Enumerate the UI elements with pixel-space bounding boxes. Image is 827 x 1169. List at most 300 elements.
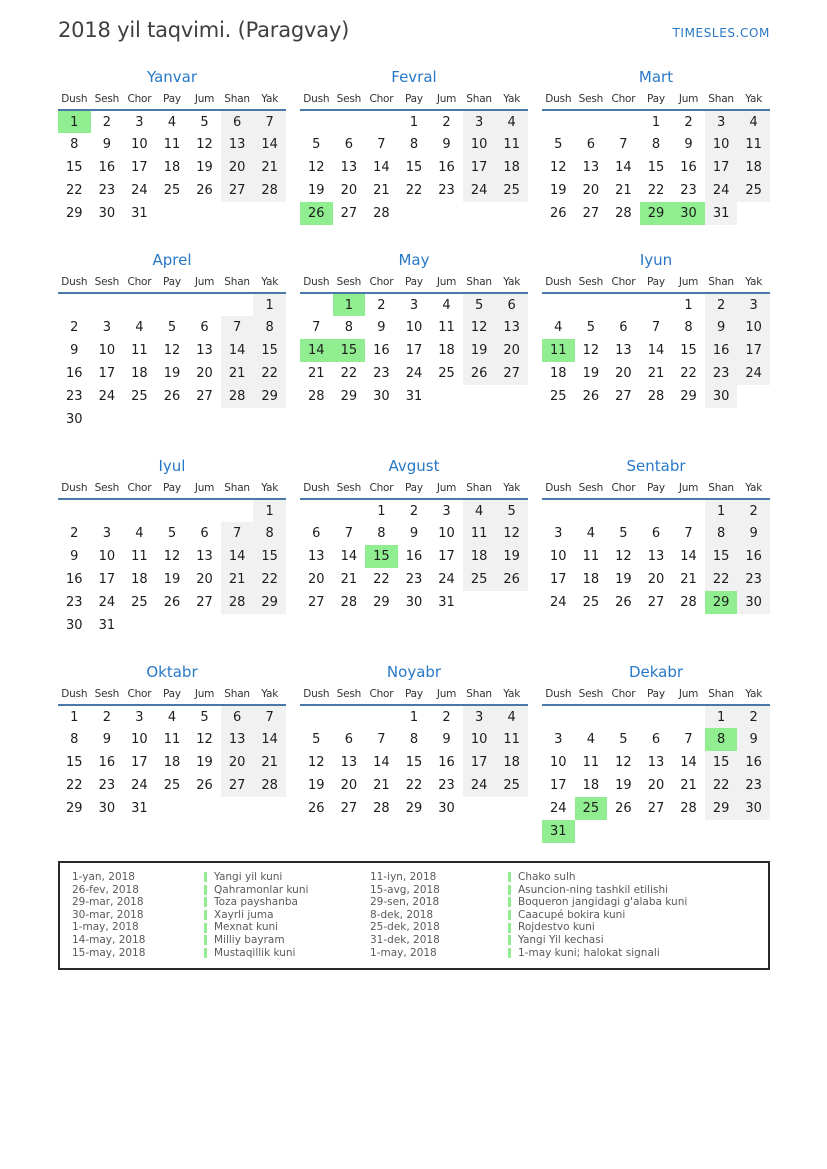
- weekday-header: Jum: [436, 688, 457, 700]
- weekday-header: Yak: [745, 482, 763, 494]
- day-cell-empty: [495, 202, 528, 225]
- day-cell: 22: [705, 568, 738, 591]
- day-cell: 31: [542, 820, 575, 843]
- day-cell-empty: [253, 202, 286, 225]
- holiday-marker-icon: [508, 885, 511, 895]
- day-cell: 10: [405, 320, 423, 335]
- day-cell-empty: [672, 499, 705, 522]
- day-cell: 25: [131, 389, 148, 404]
- day-cell-empty: [300, 293, 333, 316]
- page-title: 2018 yil taqvimi. (Paragvay): [58, 18, 350, 42]
- day-cell: 4: [495, 705, 528, 728]
- month-oktabr: [58, 663, 286, 843]
- day-cell: 8: [651, 137, 661, 152]
- day-cell: 18: [495, 156, 528, 179]
- day-cell: 22: [253, 362, 286, 385]
- day-cell-empty: [575, 820, 608, 843]
- month-table: [300, 91, 528, 225]
- day-cell: 14: [647, 343, 665, 358]
- day-cell: 13: [615, 343, 632, 358]
- week-row: [58, 614, 286, 637]
- weekday-header: Yak: [503, 688, 521, 700]
- day-cell: 15: [253, 545, 286, 568]
- month-table: [300, 686, 528, 820]
- day-cell: 22: [405, 183, 423, 198]
- day-cell: 15: [365, 545, 398, 568]
- day-cell: 27: [582, 206, 600, 221]
- day-cell: 18: [550, 366, 567, 381]
- day-cell: 7: [377, 137, 386, 152]
- weekday-header: Pay: [647, 688, 665, 700]
- weekday-header: Jum: [194, 93, 215, 105]
- day-cell-empty: [640, 820, 673, 843]
- day-cell: 28: [308, 389, 325, 404]
- day-cell: 30: [373, 389, 390, 404]
- week-row: [300, 774, 528, 797]
- week-row: [542, 156, 770, 179]
- weekday-header: Jum: [436, 93, 457, 105]
- holiday-name-text: Qahramonlar kuni: [214, 883, 309, 896]
- day-cell: 5: [619, 526, 628, 541]
- day-cell: 25: [463, 568, 496, 591]
- day-cell: 1: [705, 499, 738, 522]
- day-cell: 20: [196, 366, 213, 381]
- weekday-header: Jum: [436, 276, 457, 288]
- day-cell: 26: [615, 595, 632, 610]
- weekday-header: Sesh: [336, 482, 362, 494]
- weekday-header: Dush: [545, 276, 572, 288]
- day-cell: 23: [705, 362, 738, 385]
- day-cell: 10: [98, 343, 116, 358]
- day-cell: 19: [615, 778, 632, 793]
- weekday-header: Shan: [466, 688, 492, 700]
- weekday-header: Shan: [224, 688, 250, 700]
- day-cell: 4: [495, 110, 528, 133]
- day-cell: 4: [463, 499, 496, 522]
- day-cell-empty: [463, 591, 496, 614]
- day-cell: 23: [373, 366, 390, 381]
- day-cell: 2: [70, 526, 79, 541]
- day-cell: 22: [253, 568, 286, 591]
- day-cell: 12: [163, 343, 181, 358]
- holiday-name-text: Yangi Yil kechasi: [518, 933, 604, 946]
- month-title: Iyun: [639, 251, 673, 269]
- day-cell: 9: [102, 137, 111, 152]
- day-cell-empty: [253, 797, 286, 820]
- week-row: [542, 728, 770, 751]
- day-cell: 23: [98, 183, 116, 198]
- day-cell: 26: [495, 568, 528, 591]
- day-cell: 29: [340, 389, 358, 404]
- holiday-marker-icon: [204, 897, 207, 907]
- holiday-name-text: Asuncion-ning tashkil etilishi: [518, 883, 669, 896]
- weekday-header: Pay: [405, 93, 423, 105]
- day-cell: 8: [70, 732, 79, 747]
- day-cell: 6: [312, 526, 321, 541]
- holiday-date: 1-may, 2018: [370, 946, 437, 959]
- day-cell: 27: [647, 801, 665, 816]
- day-cell-empty: [333, 499, 366, 522]
- day-cell-empty: [221, 614, 254, 637]
- weekday-header: Yak: [745, 688, 763, 700]
- week-row: [300, 499, 528, 522]
- holiday-name: [508, 947, 756, 960]
- day-cell: 20: [647, 572, 665, 587]
- month-table: [58, 274, 286, 431]
- weekday-header: Yak: [745, 93, 763, 105]
- day-cell-empty: [188, 202, 221, 225]
- month-title: Yanvar: [146, 68, 198, 86]
- month-title: Aprel: [152, 251, 192, 269]
- holiday-name: [204, 921, 370, 934]
- day-cell: 28: [680, 801, 697, 816]
- week-row: [300, 156, 528, 179]
- day-cell: 11: [582, 755, 600, 770]
- day-cell: 5: [495, 499, 528, 522]
- day-cell: 18: [163, 160, 181, 175]
- day-cell: 23: [438, 183, 455, 198]
- day-cell: 10: [131, 137, 148, 152]
- holiday-date: 26-fev, 2018: [72, 883, 139, 896]
- day-cell: 7: [312, 320, 321, 335]
- weekday-header: Yak: [503, 482, 521, 494]
- day-cell: 30: [438, 801, 455, 816]
- day-cell: 6: [619, 320, 628, 335]
- day-cell: 11: [131, 343, 148, 358]
- week-row: [58, 591, 286, 614]
- day-cell: 13: [647, 755, 665, 770]
- day-cell: 5: [312, 137, 321, 152]
- month-title: May: [398, 251, 430, 269]
- day-cell: 2: [102, 709, 111, 725]
- month-table: [542, 480, 770, 614]
- day-cell: 24: [98, 389, 116, 404]
- weekday-header: Sesh: [94, 688, 120, 700]
- day-cell-empty: [123, 499, 156, 522]
- holiday-marker-icon: [508, 897, 511, 907]
- day-cell: 12: [463, 316, 496, 339]
- day-cell: 21: [308, 366, 325, 381]
- day-cell: 8: [705, 522, 738, 545]
- week-row: [300, 362, 528, 385]
- day-cell: 30: [66, 412, 83, 427]
- weekday-header: Pay: [163, 276, 181, 288]
- day-cell: 2: [737, 499, 770, 522]
- day-cell: 24: [550, 801, 567, 816]
- day-cell: 11: [582, 549, 600, 564]
- day-cell: 5: [167, 526, 177, 541]
- day-cell: 9: [70, 549, 79, 564]
- weekday-header: Chor: [369, 482, 394, 494]
- weekday-header: Dush: [61, 482, 88, 494]
- site-link[interactable]: TIMESLES.COM: [672, 26, 770, 40]
- week-row: [542, 293, 770, 316]
- week-row: [58, 522, 286, 545]
- day-cell: 27: [495, 362, 528, 385]
- day-cell: 31: [98, 618, 116, 633]
- day-cell-empty: [575, 499, 608, 522]
- day-cell-empty: [91, 408, 124, 431]
- day-cell: 14: [680, 549, 697, 564]
- day-cell: 28: [373, 206, 390, 221]
- weekday-header: Dush: [545, 688, 572, 700]
- holiday-date: 25-dek, 2018: [370, 921, 440, 934]
- day-cell: 17: [98, 366, 116, 381]
- day-cell: 28: [615, 206, 632, 221]
- day-cell: 31: [131, 206, 148, 221]
- weekday-header: Pay: [405, 482, 423, 494]
- day-cell: 11: [495, 728, 528, 751]
- day-cell-empty: [575, 293, 608, 316]
- day-cell: 18: [438, 343, 455, 358]
- day-cell: 8: [70, 137, 79, 152]
- month-title: Avgust: [388, 457, 440, 475]
- weekday-header: Chor: [611, 276, 636, 288]
- day-cell: 10: [550, 549, 567, 564]
- week-row: [58, 293, 286, 316]
- holiday-date: 1-may, 2018: [72, 921, 139, 934]
- day-cell: 26: [308, 801, 325, 816]
- month-table: [542, 686, 770, 843]
- day-cell-empty: [542, 110, 575, 133]
- month-title: Noyabr: [386, 663, 442, 681]
- weekday-header: Sesh: [336, 93, 362, 105]
- holiday-date: 1-yan, 2018: [72, 871, 135, 883]
- day-cell: 3: [463, 705, 496, 728]
- holiday-name-text: Mustaqillik kuni: [214, 946, 296, 959]
- holiday-date: 30-mar, 2018: [72, 908, 144, 921]
- day-cell: 25: [438, 366, 455, 381]
- day-cell: 6: [221, 110, 254, 133]
- day-cell-empty: [365, 705, 398, 728]
- day-cell: 6: [344, 137, 353, 152]
- day-cell-empty: [672, 705, 705, 728]
- day-cell: 16: [438, 160, 455, 175]
- day-cell: 12: [615, 755, 632, 770]
- weekday-header: Sesh: [336, 276, 362, 288]
- week-row: [542, 705, 770, 728]
- week-row: [542, 591, 770, 614]
- day-cell: 28: [221, 591, 254, 614]
- day-cell: 9: [737, 522, 770, 545]
- day-cell: 10: [131, 732, 148, 747]
- day-cell: 5: [619, 732, 628, 747]
- day-cell: 10: [463, 133, 496, 156]
- holiday-marker-icon: [508, 923, 511, 933]
- day-cell: 29: [640, 202, 673, 225]
- week-row: [300, 316, 528, 339]
- day-cell: 1: [409, 114, 419, 130]
- day-cell-empty: [607, 705, 640, 728]
- day-cell: 1: [705, 705, 738, 728]
- day-cell: 13: [196, 343, 213, 358]
- week-row: [300, 728, 528, 751]
- day-cell: 20: [647, 778, 665, 793]
- month-table: [58, 686, 286, 820]
- day-cell-empty: [398, 202, 431, 225]
- day-cell: 31: [438, 595, 455, 610]
- weekday-header: Yak: [503, 93, 521, 105]
- day-cell: 26: [463, 362, 496, 385]
- weekday-header: Chor: [611, 482, 636, 494]
- week-row: [58, 133, 286, 156]
- day-cell: 23: [438, 778, 455, 793]
- day-cell: 9: [705, 316, 738, 339]
- week-row: [58, 202, 286, 225]
- day-cell: 19: [163, 572, 181, 587]
- day-cell-empty: [123, 408, 156, 431]
- day-cell: 24: [463, 179, 496, 202]
- day-cell: 17: [550, 778, 567, 793]
- weekday-header: Chor: [369, 688, 394, 700]
- day-cell: 4: [167, 114, 177, 130]
- day-cell-empty: [188, 293, 221, 316]
- day-cell: 12: [163, 549, 181, 564]
- holiday-marker-icon: [508, 910, 511, 920]
- day-cell-empty: [156, 499, 189, 522]
- day-cell-empty: [221, 797, 254, 820]
- day-cell: 22: [340, 366, 358, 381]
- weekday-header: Jum: [194, 276, 215, 288]
- day-cell-empty: [333, 110, 366, 133]
- holiday-date: 14-may, 2018: [72, 933, 146, 946]
- day-cell: 4: [442, 297, 451, 313]
- day-cell-empty: [737, 202, 770, 225]
- month-title: Iyul: [158, 457, 186, 475]
- holiday-date: 15-may, 2018: [72, 946, 146, 959]
- day-cell: 24: [131, 183, 148, 198]
- day-cell: 17: [98, 572, 116, 587]
- month-aprel: [58, 251, 286, 431]
- day-cell: 17: [438, 549, 455, 564]
- holiday-date: 29-mar, 2018: [72, 896, 144, 909]
- day-cell: 7: [377, 732, 386, 747]
- month-table: [58, 480, 286, 637]
- day-cell: 27: [196, 595, 213, 610]
- holiday-date: 31-dek, 2018: [370, 933, 440, 946]
- day-cell: 21: [680, 572, 697, 587]
- day-cell: 15: [705, 545, 738, 568]
- month-avgust: [300, 457, 528, 637]
- day-cell-empty: [463, 797, 496, 820]
- week-row: [542, 133, 770, 156]
- day-cell: 13: [495, 316, 528, 339]
- month-table: [300, 480, 528, 614]
- day-cell-empty: [463, 202, 496, 225]
- weekday-header: Sesh: [94, 276, 120, 288]
- day-cell: 26: [550, 206, 567, 221]
- weekday-header: Dush: [545, 482, 572, 494]
- day-cell: 29: [680, 389, 697, 404]
- weekday-header: Pay: [647, 482, 665, 494]
- weekday-header: Pay: [163, 688, 181, 700]
- day-cell: 12: [196, 732, 213, 747]
- weekday-header: Shan: [708, 482, 734, 494]
- day-cell: 7: [253, 705, 286, 728]
- holiday-date: 8-dek, 2018: [370, 908, 434, 921]
- weekday-header: Sesh: [578, 482, 604, 494]
- week-row: [58, 362, 286, 385]
- day-cell: 23: [98, 778, 116, 793]
- day-cell: 14: [253, 133, 286, 156]
- month-title: Dekabr: [628, 663, 684, 681]
- day-cell: 30: [737, 591, 770, 614]
- holiday-name-text: Caacupé bokira kuni: [518, 908, 626, 921]
- week-row: [300, 522, 528, 545]
- day-cell: 21: [253, 156, 286, 179]
- weekday-header: Shan: [708, 93, 734, 105]
- day-cell: 21: [647, 366, 665, 381]
- day-cell: 11: [438, 320, 455, 335]
- weekday-header: Yak: [745, 276, 763, 288]
- holiday-date: 15-avg, 2018: [370, 883, 440, 896]
- day-cell: 28: [253, 179, 286, 202]
- day-cell-empty: [365, 110, 398, 133]
- day-cell: 18: [737, 156, 770, 179]
- day-cell: 3: [409, 297, 419, 313]
- day-cell-empty: [607, 499, 640, 522]
- day-cell: 2: [377, 297, 386, 313]
- day-cell: 6: [651, 732, 661, 747]
- page-header: [58, 18, 770, 42]
- day-cell-empty: [495, 385, 528, 408]
- day-cell: 27: [308, 595, 325, 610]
- day-cell: 16: [98, 755, 116, 770]
- day-cell-empty: [495, 591, 528, 614]
- day-cell: 24: [737, 362, 770, 385]
- day-cell: 26: [163, 595, 181, 610]
- week-row: [58, 339, 286, 362]
- holiday-name: [508, 909, 756, 922]
- day-cell-empty: [495, 797, 528, 820]
- weekday-header: Jum: [678, 93, 699, 105]
- week-row: [300, 339, 528, 362]
- week-row: [300, 751, 528, 774]
- month-fevral: [300, 68, 528, 225]
- weekday-header: Jum: [436, 482, 457, 494]
- day-cell: 15: [333, 339, 366, 362]
- day-cell: 16: [66, 366, 83, 381]
- day-cell-empty: [300, 110, 333, 133]
- day-cell: 20: [196, 572, 213, 587]
- day-cell-empty: [91, 499, 124, 522]
- weekday-header: Jum: [194, 688, 215, 700]
- month-title: Oktabr: [146, 663, 198, 681]
- day-cell: 29: [66, 801, 83, 816]
- day-cell: 26: [196, 778, 213, 793]
- day-cell: 12: [582, 343, 600, 358]
- day-cell: 21: [615, 183, 632, 198]
- weekday-header: Shan: [466, 93, 492, 105]
- day-cell: 22: [373, 572, 390, 587]
- weekday-header: Chor: [127, 482, 152, 494]
- day-cell: 30: [405, 595, 423, 610]
- week-row: [542, 568, 770, 591]
- weekday-header: Dush: [545, 93, 572, 105]
- weekday-header: Dush: [303, 276, 330, 288]
- day-cell: 30: [672, 202, 705, 225]
- week-row: [542, 339, 770, 362]
- day-cell: 4: [737, 110, 770, 133]
- day-cell: 28: [647, 389, 665, 404]
- day-cell: 18: [163, 755, 181, 770]
- week-row: [300, 110, 528, 133]
- day-cell-empty: [156, 293, 189, 316]
- day-cell: 13: [340, 160, 358, 175]
- month-dekabr: [542, 663, 770, 843]
- holiday-name: [508, 896, 756, 909]
- weekday-header: Pay: [647, 276, 665, 288]
